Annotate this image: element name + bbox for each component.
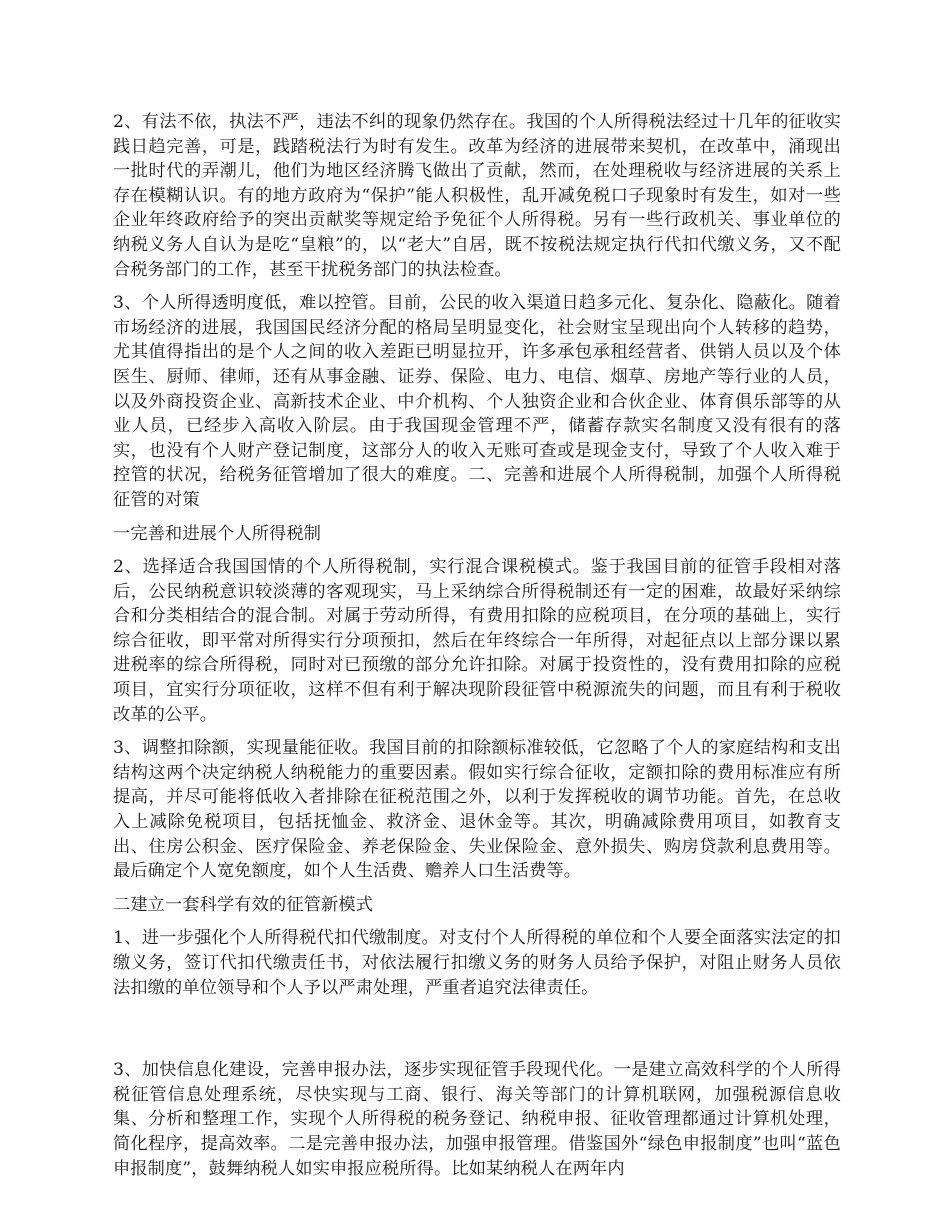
section-heading-tax-system: 一完善和进展个人所得税制	[113, 523, 322, 544]
paragraph-deduction-adjustment: 3、调整扣除额，实现量能征收。我国目前的扣除额标准较低，它忽略了个人的家庭结构和支出结构这两个决定纳税人纳税能力的重要因素。假如实行综合征收，定额扣除的费用标准应有所提高，并尽可能将低收入者排除在征税范围之外，以利于发挥税收的调节功能。首先，在总收入上减除免税项目，包括抚恤金、救济金、退休金等。其次，明确减除费用项目，如教育支出、住房公积金、医疗保险金、养老保险金、失业保险金、意外损失、购房贷款利息费用等。最后确定个人宽免额度，如个人生活费、赡养人口生活费等。	[113, 738, 841, 882]
document-page	[113, 110, 841, 1190]
blank-gap	[113, 1009, 841, 1058]
paragraph-withholding-system: 1、进一步强化个人所得税代扣代缴制度。对支付个人所得税的单位和个人要全面落实法定的扣缴义务，签订代扣代缴责任书，对依法履行扣缴义务的财务人员给予保护，对阻止财务人员依法扣缴的单位领导和个人予以严肃处理，严重者追究法律责任。	[113, 928, 841, 998]
paragraph-mixed-tax-model: 2、选择适合我国国情的个人所得税制，实行混合课税模式。鉴于我国目前的征管手段相对落后，公民纳税意识较淡薄的客观现实，马上采纳综合所得税制还有一定的困难，故最好采纳综合和分类相结合的混合制。对属于劳动所得，有费用扣除的应税项目，在分项的基础上，实行综合征收，即平常对所得实行分项预扣，然后在年终综合一年所得，对起征点以上部分课以累进税率的综合所得税，同时对已预缴的部分允许扣除。对属于投资性的，没有费用扣除的应税项目，宜实行分项征收，这样不但有利于解决现阶段征管中税源流失的问题，而且有利于税收改革的公平。	[113, 557, 841, 725]
paragraph-income-transparency: 3、个人所得透明度低，难以控管。目前，公民的收入渠道日趋多元化、复杂化、隐蔽化。随着市场经济的进展，我国国民经济分配的格局呈明显变化，社会财宝呈现出向个人转移的趋势，尤其值得指出的是个人之间的收入差距已明显拉开，许多承包承租经营者、供销人员以及个体医生、厨师、律师，还有从事金融、证券、保险、电力、电信、烟草、房地产等行业的人员，以及外商投资企业、高新技术企业、中介机构、个人独资企业和合伙企业、体育俱乐部等的从业人员，已经步入高收入阶层。由于我国现金管理不严，储蓄存款实名制度又没有很有的落实，也没有个人财产登记制度，这部分人的收入无账可查或是现金支付，导致了个人收入难于控管的状况，给税务征管增加了很大的难度。二、完善和进展个人所得税制，加强个人所得税征管的对策	[113, 293, 841, 510]
section-heading-collection-model: 二建立一套科学有效的征管新模式	[113, 894, 374, 915]
paragraph-lawless-enforcement: 2、有法不依，执法不严，违法不纠的现象仍然存在。我国的个人所得税法经过十几年的征收实践日趋完善，可是，践踏税法行为时有发生。改革为经济的进展带来契机，在改革中，涌现出一批时代的弄潮儿，他们为地区经济腾飞做出了贡献，然而，在处理税收与经济进展的关系上存在模糊认识。有的地方政府为“保护”能人积极性，乱开减免税口子现象时有发生，如对一些企业年终政府给予的突出贡献奖等规定给予免征个人所得税。另有一些行政机关、事业单位的纳税义务人自认为是吃“皇粮”的，以“老大”自居，既不按税法规定执行代扣代缴义务，又不配合税务部门的工作，甚至干扰税务部门的执法检查。	[113, 112, 841, 280]
paragraph-informatization: 3、加快信息化建设，完善申报办法，逐步实现征管手段现代化。一是建立高效科学的个人所得税征管信息处理系统，尽快实现与工商、银行、海关等部门的计算机联网，加强税源信息收集、分析和整理工作，实现个人所得税的税务登记、纳税申报、征收管理都通过计算机处理，简化程序，提高效率。二是完善申报办法，加强申报管理。借鉴国外“绿色申报制度”也叫“蓝色申报制度”，鼓舞纳税人如实申报应税所得。比如某纳税人在两年内	[113, 1060, 841, 1179]
